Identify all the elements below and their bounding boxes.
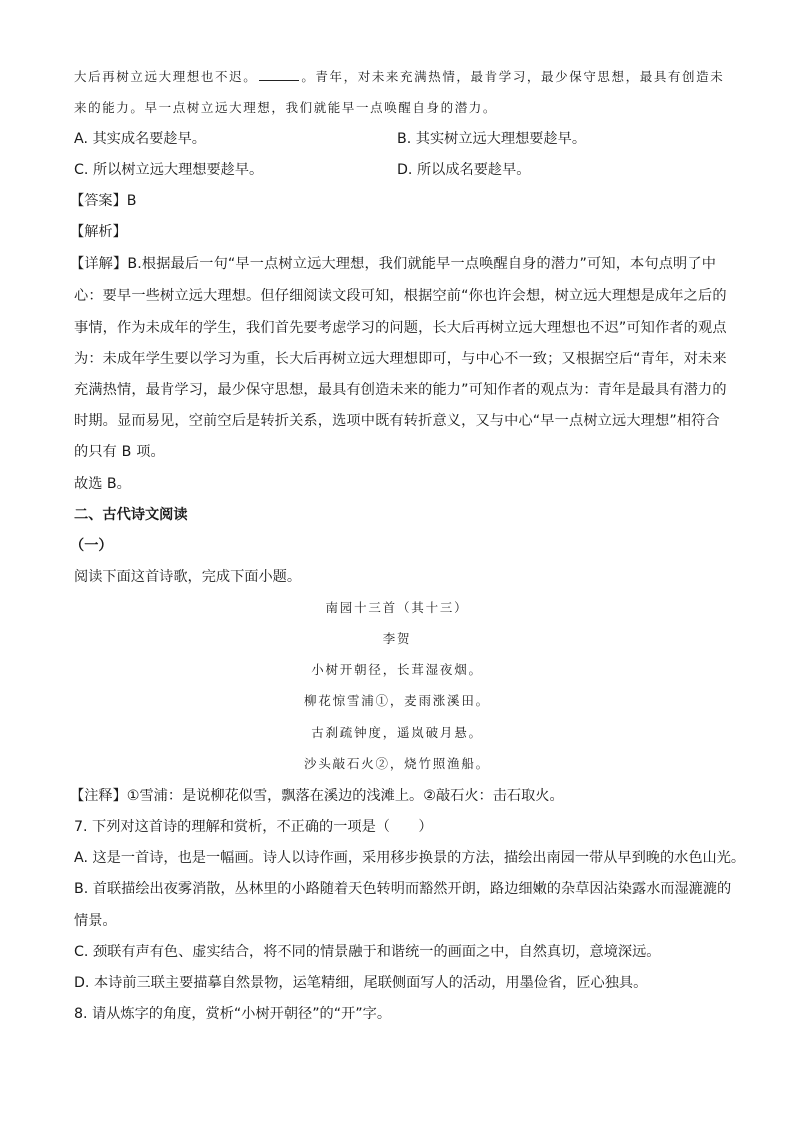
analysis-label: 【解析】 xyxy=(70,224,127,240)
option-text: 本诗前三联主要描摹自然景物，运笔精细，尾联侧面写人的活动，用墨俭省，匠心独具。 xyxy=(93,975,648,991)
option-letter: B. xyxy=(397,131,412,147)
poem-title: 南园十三首（其十三） xyxy=(325,600,469,615)
detail-line-2: 心：要早一些树立远大理想。但仔细阅读文段可知，根据空前“你也许会想，树立远大理想是成年之后的 xyxy=(74,288,727,304)
passage-line-1 xyxy=(74,66,724,87)
detail-line-7: 的只有 B 项。 xyxy=(74,444,165,460)
answer-value: B xyxy=(126,193,137,209)
option-text: 其实成名要趁早。 xyxy=(92,131,206,147)
detail-line-6: 时期。显而易见，空前空后是转折关系，选项中既有转折意义，又与中心“早一点树立远大理想”相符合 xyxy=(74,413,720,429)
detail-line-1: 【详解】B.根据最后一句“早一点树立远大理想，我们就能早一点唤醒自身的潜力”可知，本句点明了中 xyxy=(70,256,717,272)
option-letter: D. xyxy=(397,162,413,178)
poem-line-2: 柳花惊雪浦①，麦雨涨溪田。 xyxy=(304,693,490,708)
poem-author: 李贺 xyxy=(382,631,412,646)
passage-text: 大后再树立远大理想也不迟。 xyxy=(74,69,258,84)
detail-line-3: 事情，作为未成年的学生，我们首先要考虑学习的问题，长大后再树立远大理想也不迟”可知作者的观点 xyxy=(74,320,727,336)
poem-line-3: 古刹疏钟度，遥岚破月悬。 xyxy=(311,725,483,740)
option-b xyxy=(397,129,586,149)
conclusion: 故选 B。 xyxy=(74,476,131,492)
option-text: 颈联有声有色、虚实结合，将不同的情景融于和谐统一的画面之中，自然真切，意境深远。 xyxy=(92,944,661,960)
option-letter: B. xyxy=(74,881,89,897)
detail-line-5: 充满热情，最肯学习，最少保守思想，最具有创造未来的能力”可知作者的观点为：青年是最具有潜力的 xyxy=(74,382,727,398)
option-text: 首联描绘出夜雾消散，丛林里的小路随着天色转明而豁然开朗，路边细嫩的杂草因沾染露水而湿漉漉的 xyxy=(92,881,732,897)
answer-blank xyxy=(259,66,299,81)
passage-line-2: 来的能力。早一点树立远大理想，我们就能早一点唤醒自身的潜力。 xyxy=(74,100,498,115)
q7-option-b xyxy=(74,879,731,899)
option-text: 这是一首诗，也是一幅画。诗人以诗作画，采用移步换景的方法，描绘出南园一带从早到晚的水色山光。 xyxy=(92,850,746,866)
option-a xyxy=(74,129,206,149)
option-letter: A. xyxy=(74,850,88,866)
q7-option-a xyxy=(74,848,745,868)
answer-label: 【答案】 xyxy=(70,193,127,209)
option-letter: C. xyxy=(74,944,89,960)
q7-option-b-cont: 情景。 xyxy=(74,913,117,929)
poem-line-4: 沙头敲石火②，烧竹照渔船。 xyxy=(304,756,490,771)
detail-line-4: 为：未成年学生要以学习为重，长大后再树立远大理想即可，与中心不一致；又根据空后“青年，对未来 xyxy=(74,351,727,367)
option-text: 所以树立远大理想要趁早。 xyxy=(92,162,264,178)
option-letter: D. xyxy=(74,975,90,991)
section-title: 二、古代诗文阅读 xyxy=(74,507,188,523)
q7-option-d xyxy=(74,973,647,993)
poem-note: 【注释】①雪浦：是说柳花似雪，飘落在溪边的浅滩上。②敲石火：击石取火。 xyxy=(70,788,564,804)
answer-line xyxy=(70,191,137,211)
option-letter: A. xyxy=(74,131,88,147)
instruction: 阅读下面这首诗歌，完成下面小题。 xyxy=(74,569,302,585)
subsection-title: （一） xyxy=(70,538,113,554)
q7-stem: 7. 下列对这首诗的理解和赏析，不正确的一项是（ ） xyxy=(74,819,433,835)
option-letter: C. xyxy=(74,162,89,178)
option-text: 所以成名要趁早。 xyxy=(416,162,531,178)
passage-text: 。青年，对未来充满热情，最肯学习，最少保守思想，最具有创造未 xyxy=(301,69,725,84)
option-text: 其实树立远大理想要趁早。 xyxy=(415,131,587,147)
option-d xyxy=(397,160,530,180)
q8-stem: 8. 请从炼字的角度，赏析“小树开朝径”的“开”字。 xyxy=(74,1006,392,1022)
option-c xyxy=(74,160,263,180)
q7-option-c xyxy=(74,942,660,962)
poem-line-1: 小树开朝径，长茸湿夜烟。 xyxy=(311,662,483,677)
